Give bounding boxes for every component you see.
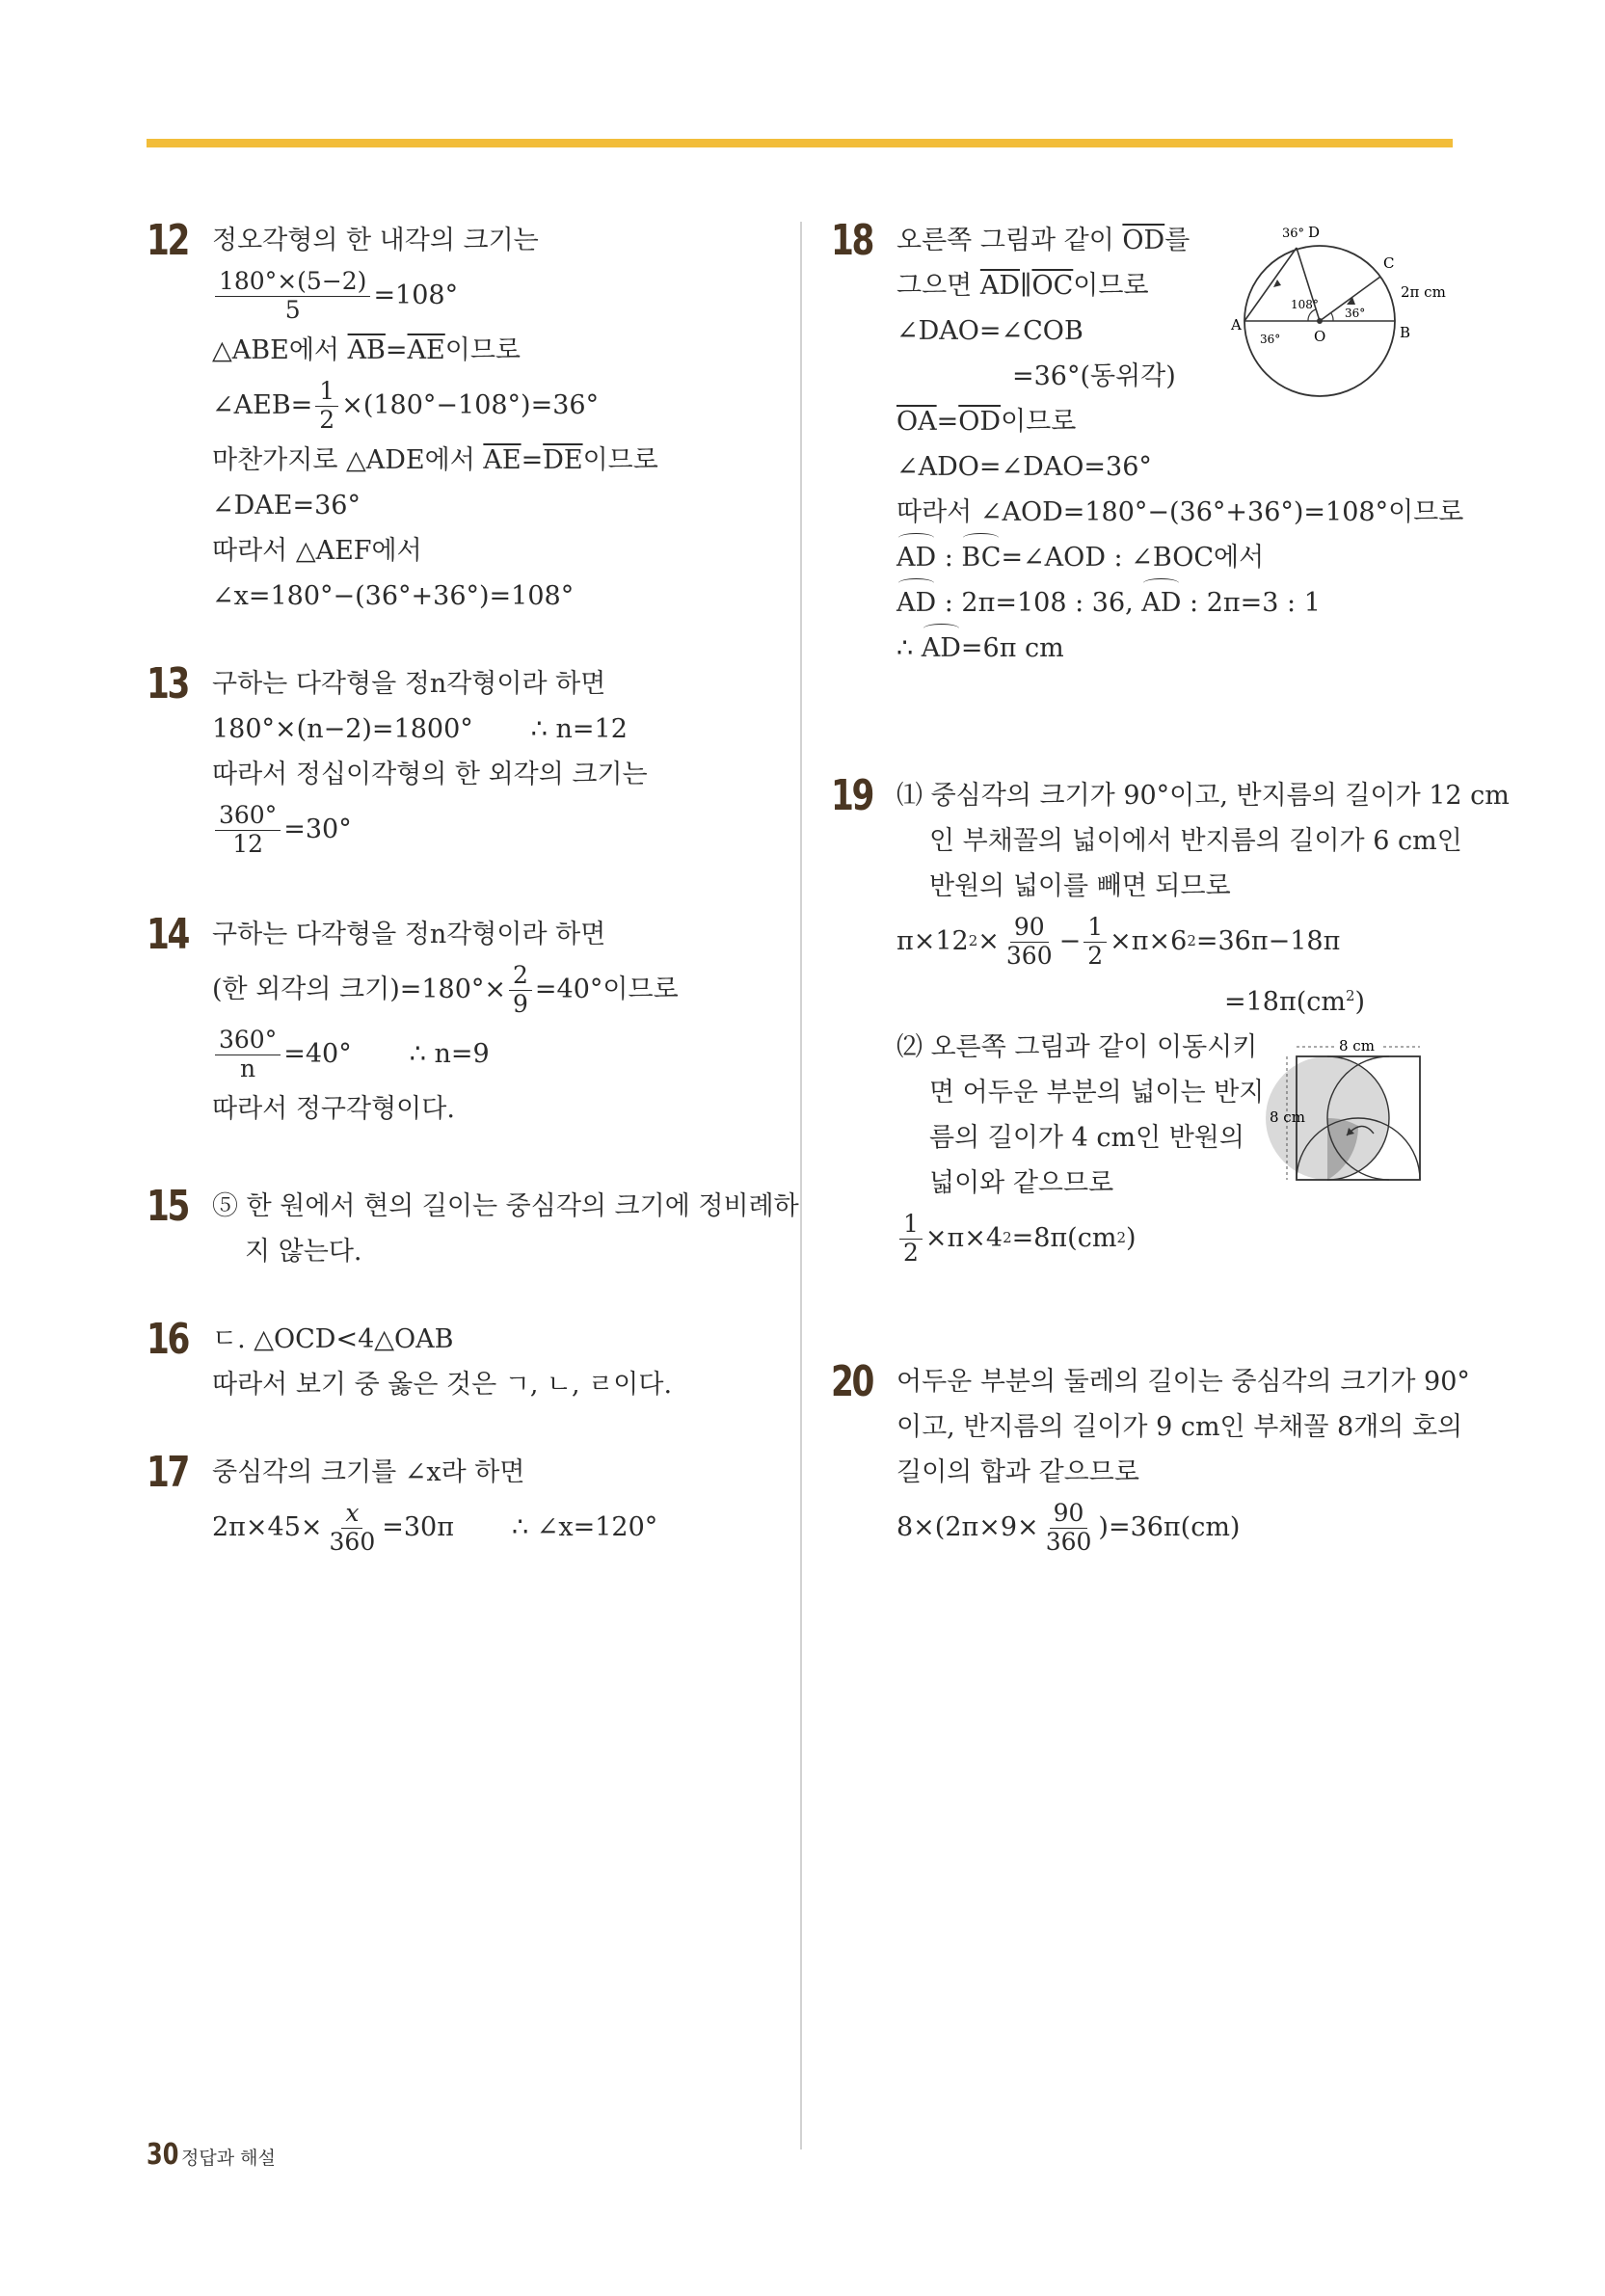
label-b: B	[1400, 324, 1411, 341]
solution-line: ⑤ 한 원에서 현의 길이는 중심각의 크기에 정비례하	[212, 1191, 799, 1221]
solution-line: $\overline{OA}=\overline{OD}$이므로	[896, 407, 1077, 437]
segment: $\overline{OD}$	[958, 407, 1002, 437]
problem-15	[147, 1182, 799, 1317]
fraction: $\frac{1}{2}$	[899, 1210, 923, 1267]
problem-number: 12	[147, 216, 189, 265]
problem-16	[147, 1317, 773, 1450]
solution-line: $\frac{1}{2}$ ×π×4 2 =8π(cm 2 )	[896, 1206, 1467, 1270]
solution-line: 정오각형의 한 내각의 크기는	[212, 226, 539, 255]
problem-number: 16	[147, 1315, 189, 1364]
solution-line: ∠DAE=36°	[212, 491, 361, 521]
solution-line: 따라서 ∠AOD=180°−(36°+36°)=108°이므로	[896, 497, 1464, 527]
solution-line: $\frac{360^\circ}{12}$ =30°	[212, 797, 773, 862]
solution-line: 오른쪽 그림과 같이 $\overline{OD}$를	[896, 226, 1190, 255]
solution-line: 8×(2π×9× $\frac{90}{360}$ )=36π(cm)	[896, 1499, 1241, 1556]
dimension-label: 8 cm	[1339, 1037, 1375, 1055]
problem-17	[147, 1450, 773, 1560]
segment: $\overline{OA}$	[896, 407, 937, 437]
solution-line: 중심각의 크기를 ∠x라 하면	[212, 1457, 525, 1487]
label-a: A	[1231, 316, 1242, 334]
solution-line: 이고, 반지름의 길이가 9 cm인 부채꼴 8개의 호의	[896, 1412, 1463, 1442]
solution-line: ∠AEB= $\frac{1}{2}$ ×(180°−108°)=36°	[212, 377, 600, 434]
solution-line: 지 않는다.	[245, 1237, 362, 1267]
circle-figure	[1231, 222, 1470, 395]
solution-line: (한 외각의 크기)=180°× $\frac{2}{9}$ =40°이므로	[212, 961, 679, 1018]
arc-length-label: 2π cm	[1401, 283, 1446, 301]
arc-label: AD	[896, 535, 936, 580]
solution-line: 넓이와 같으므로	[929, 1168, 1114, 1198]
solution-line: 구하는 다각형을 정n각형이라 하면	[212, 920, 606, 949]
dimension-label: 8 cm	[1270, 1108, 1305, 1126]
solution-line: 그으면 $\overline{AD}\parallel\overline{OC}$이므로	[896, 271, 1149, 301]
solution-line: ∴ AD=6π cm	[896, 626, 1467, 671]
solution-line: 길이의 합과 같으므로	[896, 1457, 1139, 1487]
fraction: $\frac{2}{9}$	[509, 961, 532, 1018]
fraction: $\frac{x}{360}$	[329, 1499, 376, 1556]
solution-line: 구하는 다각형을 정n각형이라 하면	[212, 669, 606, 699]
problem-number: 18	[831, 216, 873, 265]
solution-line: 어두운 부분의 둘레의 길이는 중심각의 크기가 90°	[896, 1367, 1470, 1397]
solution-line: 름의 길이가 4 cm인 반원의	[929, 1123, 1244, 1153]
segment: $\overline{AB}$	[347, 335, 386, 365]
label-d: D	[1308, 224, 1321, 241]
problem-14	[147, 912, 773, 1184]
segment: $\overline{AE}$	[483, 445, 522, 475]
solution-line: 180°×(n−2)=1800° ∴ n=12	[212, 714, 628, 744]
fraction: $\frac{180^\circ\times(5-2)}{5}$	[215, 267, 370, 324]
arc-label: BC	[961, 535, 1001, 580]
arc-label: AD	[1141, 580, 1181, 626]
problem-number: 19	[831, 771, 873, 820]
solution-line: ∠ADO=∠DAO=36°	[896, 452, 1152, 482]
page-label: 정답과 해설	[181, 2148, 276, 2169]
problem-13	[147, 661, 773, 912]
problem-number: 15	[147, 1182, 189, 1231]
page-footer	[147, 2138, 276, 2172]
problem-number: 17	[147, 1448, 189, 1497]
angle-label: 36°	[1260, 333, 1281, 346]
solution-line: $\frac{360^\circ}{n}$ =40° ∴ n=9	[212, 1022, 773, 1086]
solution-line: 인 부채꼴의 넓이에서 반지름의 길이가 6 cm인	[929, 826, 1462, 856]
top-accent-bar	[147, 139, 1453, 147]
center-point	[1317, 318, 1323, 324]
angle-mark	[1331, 313, 1333, 321]
solution-line: ㄷ. △OCD<4△OAB	[212, 1324, 454, 1354]
solution-line: 따라서 정구각형이다.	[212, 1094, 455, 1124]
fraction: $\frac{1}{2}$	[315, 377, 338, 434]
solution-line: =36°(동위각)	[1012, 361, 1176, 391]
problem-12	[147, 218, 773, 661]
right-column	[831, 216, 1510, 1560]
solution-line: ⑵ 오른쪽 그림과 같이 이동시키	[896, 1032, 1258, 1062]
fraction: $\frac{90}{360}$	[1045, 1499, 1092, 1556]
solution-line: ⑴ 중심각의 크기가 90°이고, 반지름의 길이가 12 cm	[896, 781, 1510, 811]
angle-label: 36°	[1282, 227, 1305, 241]
segment: $\overline{OC}$	[1031, 271, 1074, 301]
solution-line: AD : 2π=108 : 36, AD : 2π=3 : 1	[896, 580, 1467, 626]
label-o: O	[1314, 328, 1326, 345]
fraction: $\frac{1}{2}$	[1083, 913, 1107, 970]
problem-number: 13	[147, 659, 189, 708]
fraction: $\frac{90}{360}$	[1005, 913, 1053, 970]
angle-label: 36°	[1345, 307, 1366, 320]
solution-line: 따라서 정십이각형의 한 외각의 크기는	[212, 760, 648, 789]
segment: $\overline{DE}$	[543, 445, 583, 475]
square-figure	[1270, 1029, 1451, 1184]
arc-label: AD	[922, 626, 961, 671]
segment: $\overline{AE}$	[407, 335, 445, 365]
angle-label: 108°	[1291, 298, 1319, 311]
solution-line: AD : BC=∠AOD : ∠BOC에서	[896, 535, 1467, 580]
solution-line: 면 어두운 부분의 넓이는 반지	[929, 1078, 1265, 1108]
solution-line: $\frac{180^\circ\times(5-2)}{5}$ =108°	[212, 263, 773, 328]
solution-line: ∠x=180°−(36°+36°)=108°	[212, 581, 575, 611]
problem-number: 14	[147, 910, 189, 959]
solution-line: △ABE에서 $\overline{AB}=\overline{AE}$이므로	[212, 335, 521, 365]
solution-line: 따라서 △AEF에서	[212, 536, 422, 566]
segment: $\overline{AD}$	[979, 271, 1020, 301]
problem-number: 20	[831, 1357, 873, 1406]
fraction: $\frac{360^\circ}{12}$	[215, 801, 281, 858]
page-number: 30	[147, 2138, 179, 2172]
solution-line: 따라서 보기 중 옳은 것은 ㄱ, ㄴ, ㄹ이다.	[212, 1370, 673, 1400]
left-column	[147, 216, 799, 1560]
problem-20	[831, 1357, 1470, 1560]
fraction: $\frac{360^\circ}{n}$	[215, 1026, 281, 1082]
column-divider	[800, 222, 802, 2149]
solution-line: 반원의 넓이를 빼면 되므로	[929, 871, 1231, 901]
solution-line: π×12 2 × $\frac{90}{360}$ − $\frac{1}{2}$ ×π×6 2 =36π−18π	[896, 913, 1341, 970]
chord-ad	[1244, 248, 1297, 321]
label-c: C	[1383, 254, 1395, 272]
arrow-icon	[1273, 280, 1281, 287]
arc-label: AD	[896, 580, 936, 626]
segment: $\overline{OD}$	[1122, 226, 1165, 255]
solution-line: 마찬가지로 △ADE에서 $\overline{AE}=\overline{DE}$이므로	[212, 445, 658, 475]
solution-line: 2π×45× $\frac{x}{360}$ =30π ∴ ∠x=120°	[212, 1499, 658, 1556]
solution-line: $=18\pi(cm^2)$	[1224, 987, 1366, 1017]
solution-line: ∠DAO=∠COB	[896, 316, 1083, 346]
